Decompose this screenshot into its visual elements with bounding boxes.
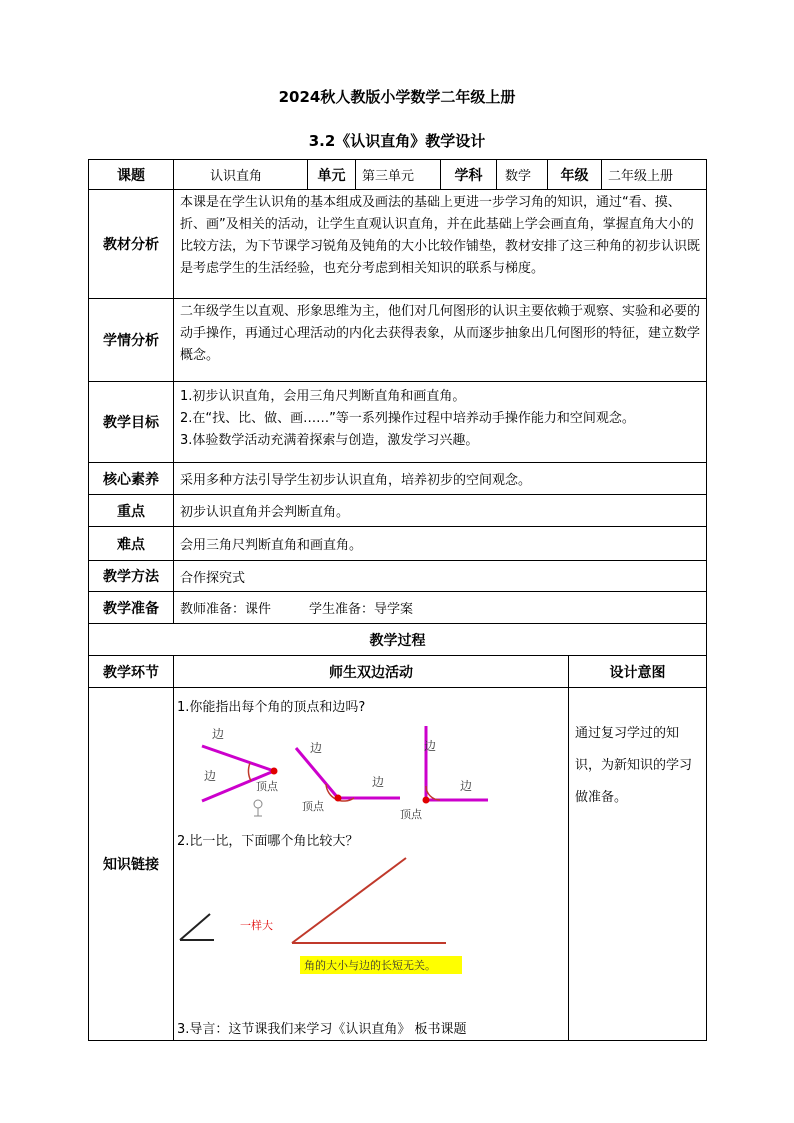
goals-label: 教学目标	[88, 381, 174, 463]
prep-student: 学生准备：导学案	[309, 602, 414, 617]
large-angle-slant	[292, 858, 406, 943]
method-label: 教学方法	[88, 560, 174, 592]
students-text: 二年级学生以直观、形象思维为主，他们对几何图形的认识主要依赖于观察、实验和必要的动手操作，再通过心理活动的内化去获得表象，从而逐步抽象出几何图形的特征，建立数学概念。	[173, 298, 707, 382]
note-text: 角的大小与边的长短无关。	[304, 959, 436, 972]
angle3-vertex-dot	[423, 797, 430, 804]
goal-item: 3.体验数学活动充满着探索与创造，激发学习兴趣。	[180, 433, 479, 448]
intent-text: 通过复习学过的知识，为新知识的学习做准备。	[568, 687, 707, 1041]
unit-label: 单元	[307, 159, 356, 190]
angle1-arc	[249, 763, 251, 781]
decor-icon	[254, 800, 262, 808]
activity-cell	[173, 687, 569, 1041]
angle3-vertex-label: 顶点	[400, 808, 422, 821]
key-label: 重点	[88, 494, 174, 527]
question-2: 2.比一比，下面哪个角比较大？	[177, 834, 359, 849]
document-subtitle: 3.2《认识直角》教学设计	[308, 132, 486, 150]
angle3-side-label-b: 边	[460, 779, 473, 793]
students-label: 学情分析	[88, 298, 174, 382]
core-label: 核心素养	[88, 462, 174, 495]
grade-label: 年级	[547, 159, 602, 190]
difficult-text: 会用三角尺判断直角和画直角。	[173, 526, 707, 561]
angle1-side-label-a: 边	[212, 727, 225, 741]
grade-value: 二年级上册	[601, 159, 707, 190]
material-text: 本课是在学生认识角的基本组成及画法的基础上更进一步学习角的知识，通过“看、摸、折、画”及相关的活动，让学生直观认识直角，并在此基础上学会画直角，掌握直角大小的比较方法，为下节课学习锐角及钝角的大小比较作铺垫，教材安排了这三种角的初步认识既是考虑学生的生活经验，也充分考虑到相关知识的联系与梯度。	[173, 189, 707, 299]
angle2-side-label-a: 边	[310, 741, 323, 755]
unit-value: 第三单元	[355, 159, 441, 190]
angle1-side-label-b: 边	[204, 769, 217, 783]
angle1-vertex-label: 顶点	[256, 780, 278, 793]
small-angle-slant	[180, 914, 210, 940]
col-stage-header: 教学环节	[88, 655, 174, 688]
document-title: 2024秋人教版小学数学二年级上册	[278, 88, 516, 106]
prep-teacher: 教师准备：课件	[180, 602, 272, 617]
prep-text	[173, 591, 707, 624]
goal-item: 1.初步认识直角，会用三角尺判断直角和画直角。	[180, 389, 466, 404]
col-activity-header: 师生双边活动	[173, 655, 569, 688]
angle2-vertex-dot	[335, 795, 342, 802]
angles-figure	[174, 718, 568, 838]
subject-value: 数学	[496, 159, 548, 190]
angle2-vertex-label: 顶点	[302, 800, 324, 813]
same-size-label: 一样大	[240, 919, 273, 932]
question-1: 1.你能指出每个角的顶点和边吗?	[177, 700, 366, 715]
question-3: 3.导言：这节课我们来学习《认识直角》 板书课题	[177, 1022, 467, 1037]
col-intent-header: 设计意图	[568, 655, 707, 688]
prep-label: 教学准备	[88, 591, 174, 624]
process-title: 教学过程	[88, 623, 707, 656]
core-text: 采用多种方法引导学生初步认识直角，培养初步的空间观念。	[173, 462, 707, 495]
topic-value: 认识直角	[173, 159, 308, 190]
angle3-side-label-a: 边	[424, 739, 437, 753]
stage-label: 知识链接	[88, 687, 174, 1041]
angle2-side-label-b: 边	[372, 775, 385, 789]
key-text: 初步认识直角并会判断直角。	[173, 494, 707, 527]
goal-item: 2.在“找、比、做、画……”等一系列操作过程中培养动手操作能力和空间观念。	[180, 411, 635, 426]
method-text: 合作探究式	[173, 560, 707, 592]
angle1-side-top	[202, 746, 274, 771]
goals-list	[173, 381, 707, 463]
angle2-side-slant	[296, 748, 338, 798]
angle1-vertex-dot	[271, 768, 278, 775]
compare-figure	[174, 848, 568, 978]
topic-label: 课题	[88, 159, 174, 190]
material-label: 教材分析	[88, 189, 174, 299]
subject-label: 学科	[440, 159, 497, 190]
difficult-label: 难点	[88, 526, 174, 561]
